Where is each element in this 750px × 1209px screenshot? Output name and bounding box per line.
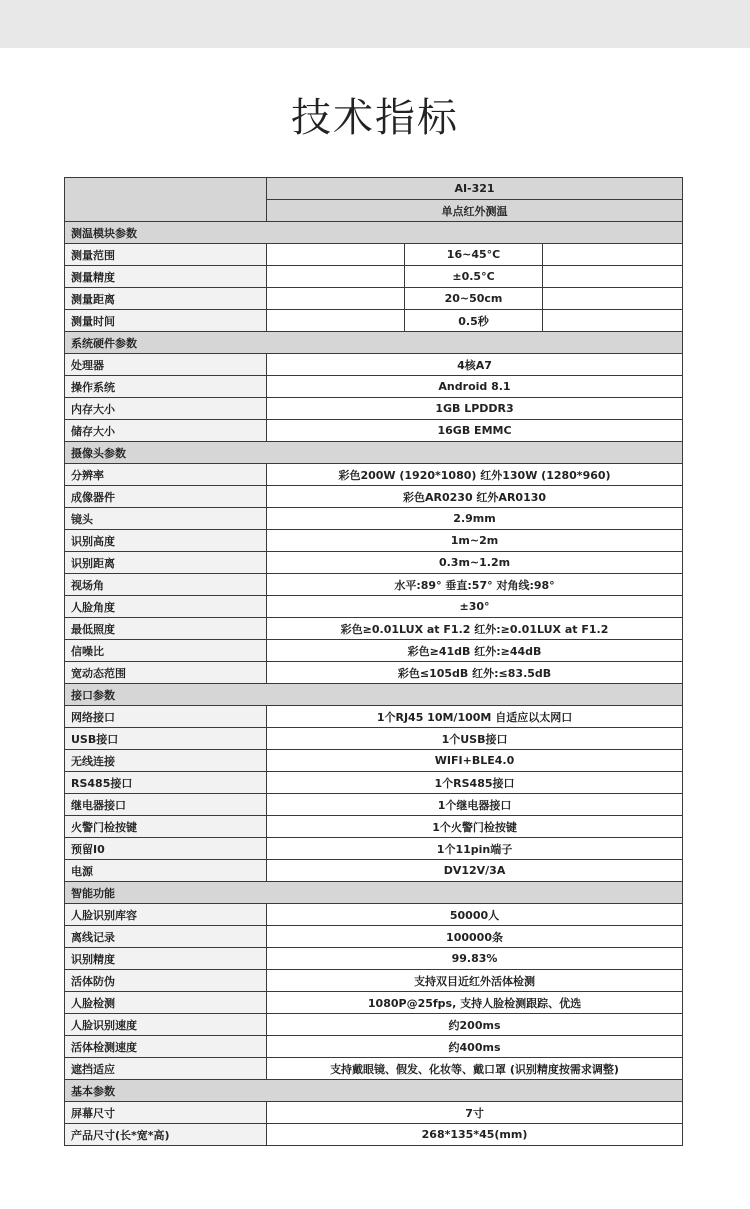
row-value: 20~50cm: [405, 288, 543, 310]
row-value: 0.5秒: [405, 310, 543, 332]
row-label: 活体防伪: [65, 970, 267, 992]
table-row: [65, 772, 683, 794]
row-value: 16~45°C: [405, 244, 543, 266]
row-value: 50000人: [267, 904, 683, 926]
table-row: [65, 420, 683, 442]
table-row: [65, 816, 683, 838]
row-label: RS485接口: [65, 772, 267, 794]
table-row: [65, 288, 683, 310]
section-title: 摄像头参数: [65, 442, 683, 464]
table-header-row: [65, 178, 683, 200]
page-title: 技术指标: [291, 95, 459, 141]
row-value: ±0.5°C: [405, 266, 543, 288]
section-row: [65, 684, 683, 706]
table-row: [65, 376, 683, 398]
empty-cell: [543, 310, 683, 332]
section-title: 系统硬件参数: [65, 332, 683, 354]
row-value: 1个继电器接口: [267, 794, 683, 816]
section-row: [65, 222, 683, 244]
row-label: 预留I0: [65, 838, 267, 860]
row-label: 继电器接口: [65, 794, 267, 816]
row-value: 1m~2m: [267, 530, 683, 552]
row-value: 1个11pin端子: [267, 838, 683, 860]
empty-cell: [267, 244, 405, 266]
row-value: 彩色200W (1920*1080) 红外130W (1280*960): [267, 464, 683, 486]
row-label: 宽动态范围: [65, 662, 267, 684]
row-value: 水平:89° 垂直:57° 对角线:98°: [267, 574, 683, 596]
row-label: 识别精度: [65, 948, 267, 970]
table-row: [65, 750, 683, 772]
table-row: [65, 662, 683, 684]
table-row: [65, 596, 683, 618]
section-title: 基本参数: [65, 1080, 683, 1102]
table-row: [65, 618, 683, 640]
table-row: [65, 948, 683, 970]
empty-cell: [543, 266, 683, 288]
row-value: 1个USB接口: [267, 728, 683, 750]
table-row: [65, 904, 683, 926]
table-row: [65, 970, 683, 992]
model-header: AI-321: [267, 178, 683, 200]
table-row: [65, 398, 683, 420]
row-label: 成像器件: [65, 486, 267, 508]
table-row: [65, 794, 683, 816]
empty-cell: [267, 310, 405, 332]
table-row: [65, 310, 683, 332]
table-row: [65, 926, 683, 948]
row-label: 信噪比: [65, 640, 267, 662]
row-label: 操作系统: [65, 376, 267, 398]
row-value: 0.3m~1.2m: [267, 552, 683, 574]
table-row: [65, 838, 683, 860]
table-row: [65, 1124, 683, 1146]
row-label: 最低照度: [65, 618, 267, 640]
section-title: 智能功能: [65, 882, 683, 904]
row-value: 1080P@25fps, 支持人脸检测跟踪、优选: [267, 992, 683, 1014]
empty-cell: [267, 288, 405, 310]
row-value: 彩色≥41dB 红外:≥44dB: [267, 640, 683, 662]
row-label: 分辨率: [65, 464, 267, 486]
spec-table: [64, 177, 683, 1146]
empty-cell: [543, 288, 683, 310]
row-label: 识别距离: [65, 552, 267, 574]
table-row: [65, 574, 683, 596]
row-label: 人脸检测: [65, 992, 267, 1014]
row-label: 人脸识别速度: [65, 1014, 267, 1036]
row-value: 彩色≥0.01LUX at F1.2 红外:≥0.01LUX at F1.2: [267, 618, 683, 640]
row-label: 测量距离: [65, 288, 267, 310]
row-label: 网络接口: [65, 706, 267, 728]
row-value: 1GB LPDDR3: [267, 398, 683, 420]
row-value: 1个RJ45 10M/100M 自适应以太网口: [267, 706, 683, 728]
row-label: 产品尺寸(长*宽*高): [65, 1124, 267, 1146]
table-row: [65, 640, 683, 662]
row-label: 活体检测速度: [65, 1036, 267, 1058]
empty-cell: [543, 244, 683, 266]
model-subtitle: 单点红外测温: [267, 200, 683, 222]
table-row: [65, 1014, 683, 1036]
row-value: 268*135*45(mm): [267, 1124, 683, 1146]
section-row: [65, 1080, 683, 1102]
row-value: 1个RS485接口: [267, 772, 683, 794]
table-row: [65, 464, 683, 486]
section-title: 测温模块参数: [65, 222, 683, 244]
row-value: 约200ms: [267, 1014, 683, 1036]
row-value: 彩色AR0230 红外AR0130: [267, 486, 683, 508]
row-value: Android 8.1: [267, 376, 683, 398]
row-label: 储存大小: [65, 420, 267, 442]
row-label: 人脸识别库容: [65, 904, 267, 926]
row-value: 1个火警门检按键: [267, 816, 683, 838]
row-label: 测量精度: [65, 266, 267, 288]
section-title: 接口参数: [65, 684, 683, 706]
row-label: 人脸角度: [65, 596, 267, 618]
table-row: [65, 706, 683, 728]
row-value: 7寸: [267, 1102, 683, 1124]
section-row: [65, 882, 683, 904]
table-row: [65, 354, 683, 376]
row-value: 支持戴眼镜、假发、化妆等、戴口罩 (识别精度按需求调整): [267, 1058, 683, 1080]
table-row: [65, 530, 683, 552]
row-label: 屏幕尺寸: [65, 1102, 267, 1124]
row-value: WIFI+BLE4.0: [267, 750, 683, 772]
table-row: [65, 1058, 683, 1080]
table-row: [65, 1036, 683, 1058]
row-value: 4核A7: [267, 354, 683, 376]
row-label: 测量范围: [65, 244, 267, 266]
table-row: [65, 552, 683, 574]
row-label: 镜头: [65, 508, 267, 530]
row-label: 测量时间: [65, 310, 267, 332]
row-label: 遮挡适应: [65, 1058, 267, 1080]
row-label: 无线连接: [65, 750, 267, 772]
row-label: USB接口: [65, 728, 267, 750]
row-value: 99.83%: [267, 948, 683, 970]
table-row: [65, 992, 683, 1014]
row-value: 16GB EMMC: [267, 420, 683, 442]
top-bar: [0, 0, 750, 48]
table-row: [65, 486, 683, 508]
row-label: 识别高度: [65, 530, 267, 552]
row-label: 电源: [65, 860, 267, 882]
row-label: 火警门检按键: [65, 816, 267, 838]
header-corner-cell: [65, 178, 267, 222]
row-value: 约400ms: [267, 1036, 683, 1058]
table-row: [65, 508, 683, 530]
table-row: [65, 860, 683, 882]
table-row: [65, 244, 683, 266]
row-label: 视场角: [65, 574, 267, 596]
row-value: DV12V/3A: [267, 860, 683, 882]
table-row: [65, 728, 683, 750]
table-row: [65, 1102, 683, 1124]
section-row: [65, 332, 683, 354]
empty-cell: [267, 266, 405, 288]
row-value: 2.9mm: [267, 508, 683, 530]
section-row: [65, 442, 683, 464]
row-label: 离线记录: [65, 926, 267, 948]
row-value: 100000条: [267, 926, 683, 948]
row-value: 支持双目近红外活体检测: [267, 970, 683, 992]
row-label: 处理器: [65, 354, 267, 376]
row-label: 内存大小: [65, 398, 267, 420]
table-row: [65, 266, 683, 288]
row-value: 彩色≤105dB 红外:≤83.5dB: [267, 662, 683, 684]
row-value: ±30°: [267, 596, 683, 618]
